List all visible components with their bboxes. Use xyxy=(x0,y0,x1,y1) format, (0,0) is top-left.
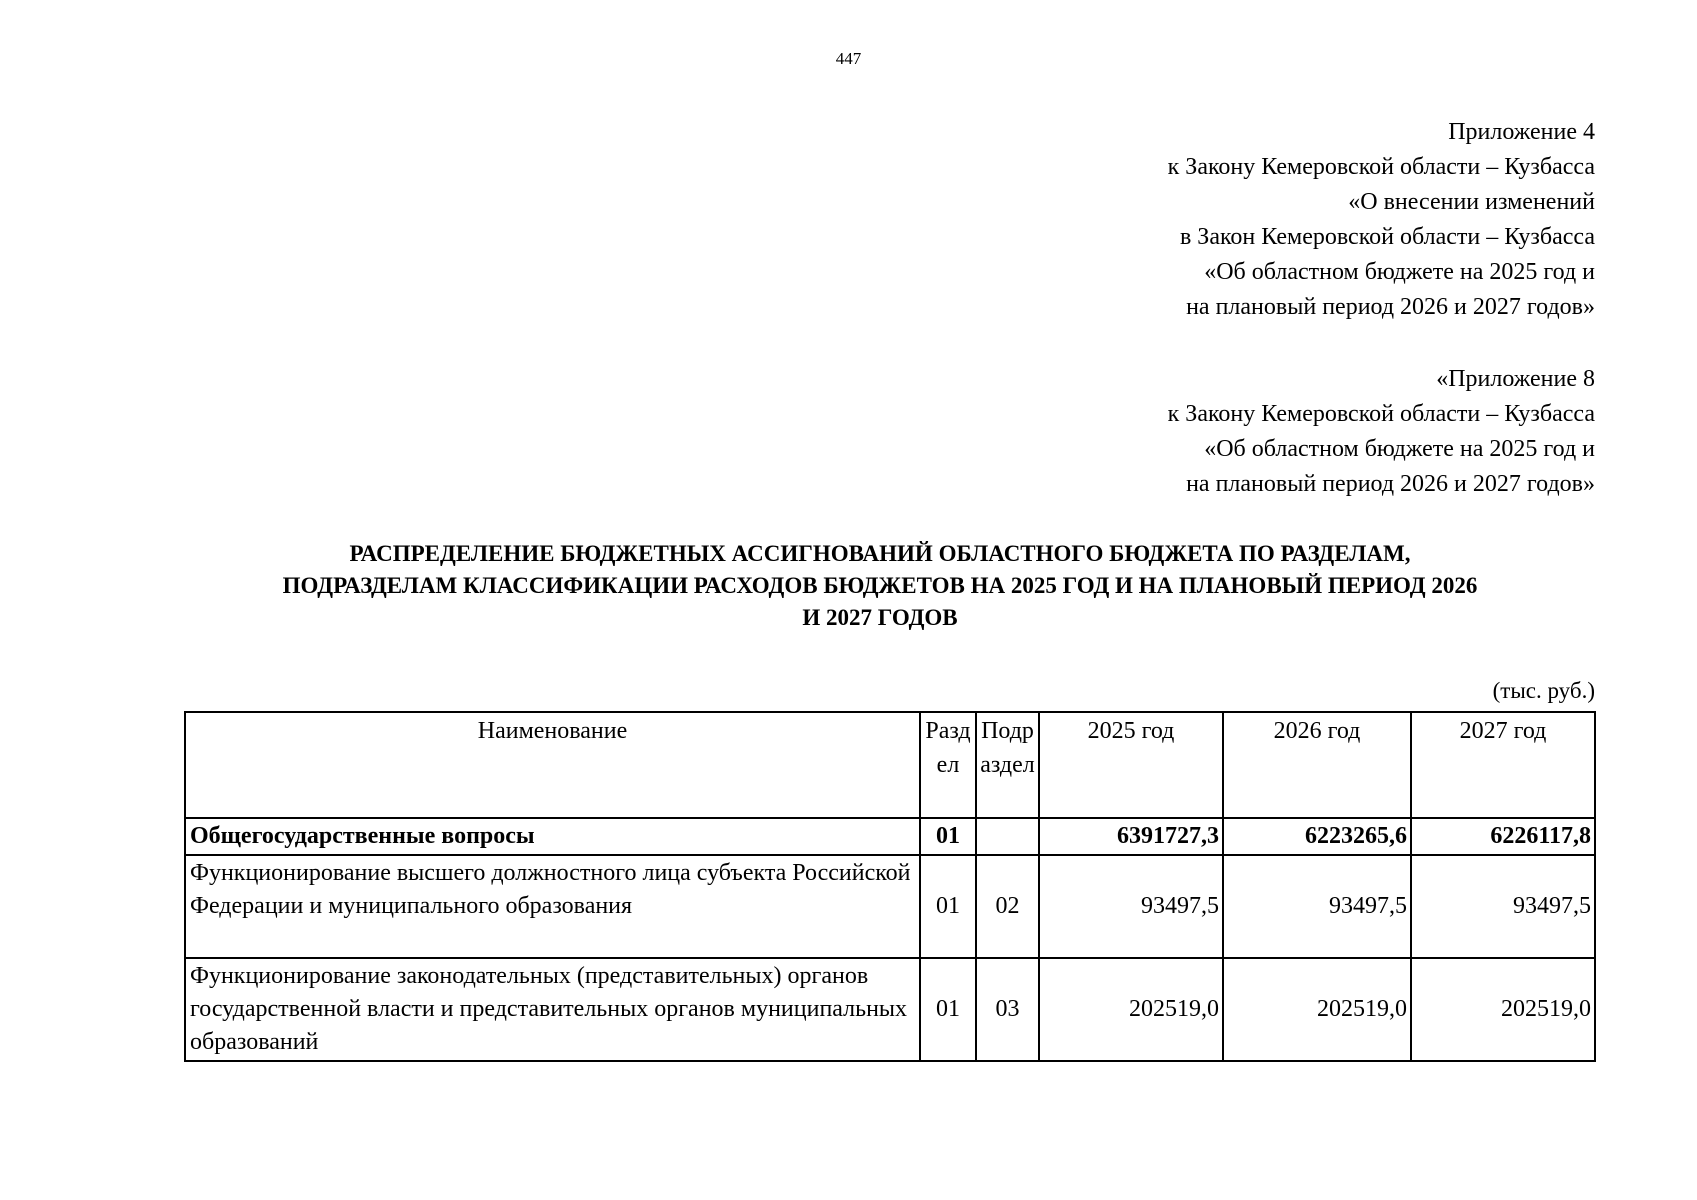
appendix-4-line: к Закону Кемеровской области – Кузбасса xyxy=(1167,154,1595,180)
document-title xyxy=(180,538,1580,634)
header-2025: 2025 год xyxy=(1039,712,1223,818)
budget-table xyxy=(184,711,1596,1062)
table-row xyxy=(185,958,1595,1061)
table-row xyxy=(185,818,1595,855)
appendix-4-line: в Закон Кемеровской области – Кузбасса xyxy=(1179,224,1595,250)
row-value-2027: 93497,5 xyxy=(1411,855,1595,958)
row-podrazdel xyxy=(976,818,1039,855)
row-razdel: 01 xyxy=(920,818,976,855)
row-value-2026: 202519,0 xyxy=(1223,958,1411,1061)
document-title-line: РАСПРЕДЕЛЕНИЕ БЮДЖЕТНЫХ АССИГНОВАНИЙ ОБЛАСТНОГО БЮДЖЕТА ПО РАЗДЕЛАМ, xyxy=(349,541,1411,566)
row-value-2026: 93497,5 xyxy=(1223,855,1411,958)
row-value-2027: 6226117,8 xyxy=(1411,818,1595,855)
appendix-8-line: на плановый период 2026 и 2027 годов» xyxy=(1186,471,1595,497)
row-razdel: 01 xyxy=(920,958,976,1061)
appendix-8-line: «Приложение 8 xyxy=(1436,366,1595,392)
header-name: Наименование xyxy=(185,712,920,818)
appendix-4-line: «О внесении изменений xyxy=(1348,189,1595,215)
table-header-row xyxy=(185,712,1595,818)
appendix-8-header xyxy=(1168,362,1595,502)
header-podrazdel: Подраздел xyxy=(976,712,1039,818)
appendix-4-header xyxy=(1168,115,1595,325)
row-name: Общегосударственные вопросы xyxy=(185,818,920,855)
appendix-8-line: «Об областном бюджете на 2025 год и xyxy=(1204,436,1595,462)
page-number: 447 xyxy=(835,49,862,68)
row-value-2025: 6391727,3 xyxy=(1039,818,1223,855)
document-title-line: И 2027 ГОДОВ xyxy=(802,605,958,630)
appendix-4-line: Приложение 4 xyxy=(1448,119,1595,145)
row-razdel: 01 xyxy=(920,855,976,958)
header-2027: 2027 год xyxy=(1411,712,1595,818)
header-2026: 2026 год xyxy=(1223,712,1411,818)
row-podrazdel: 03 xyxy=(976,958,1039,1061)
row-name: Функционирование законодательных (представительных) органов государственной власти и представительных органов муниципальных образований xyxy=(185,958,920,1061)
row-name: Функционирование высшего должностного лица субъекта Российской Федерации и муниципального образования xyxy=(185,855,920,958)
table-row xyxy=(185,855,1595,958)
document-title-line: ПОДРАЗДЕЛАМ КЛАССИФИКАЦИИ РАСХОДОВ БЮДЖЕТОВ НА 2025 ГОД И НА ПЛАНОВЫЙ ПЕРИОД 2026 xyxy=(282,573,1478,598)
header-razdel: Раздел xyxy=(920,712,976,818)
row-value-2025: 202519,0 xyxy=(1039,958,1223,1061)
appendix-8-line: к Закону Кемеровской области – Кузбасса xyxy=(1167,401,1595,427)
appendix-4-line: на плановый период 2026 и 2027 годов» xyxy=(1186,294,1595,320)
row-podrazdel: 02 xyxy=(976,855,1039,958)
appendix-4-line: «Об областном бюджете на 2025 год и xyxy=(1204,259,1595,285)
row-value-2026: 6223265,6 xyxy=(1223,818,1411,855)
units-label: (тыс. руб.) xyxy=(1492,678,1595,703)
row-value-2027: 202519,0 xyxy=(1411,958,1595,1061)
row-value-2025: 93497,5 xyxy=(1039,855,1223,958)
